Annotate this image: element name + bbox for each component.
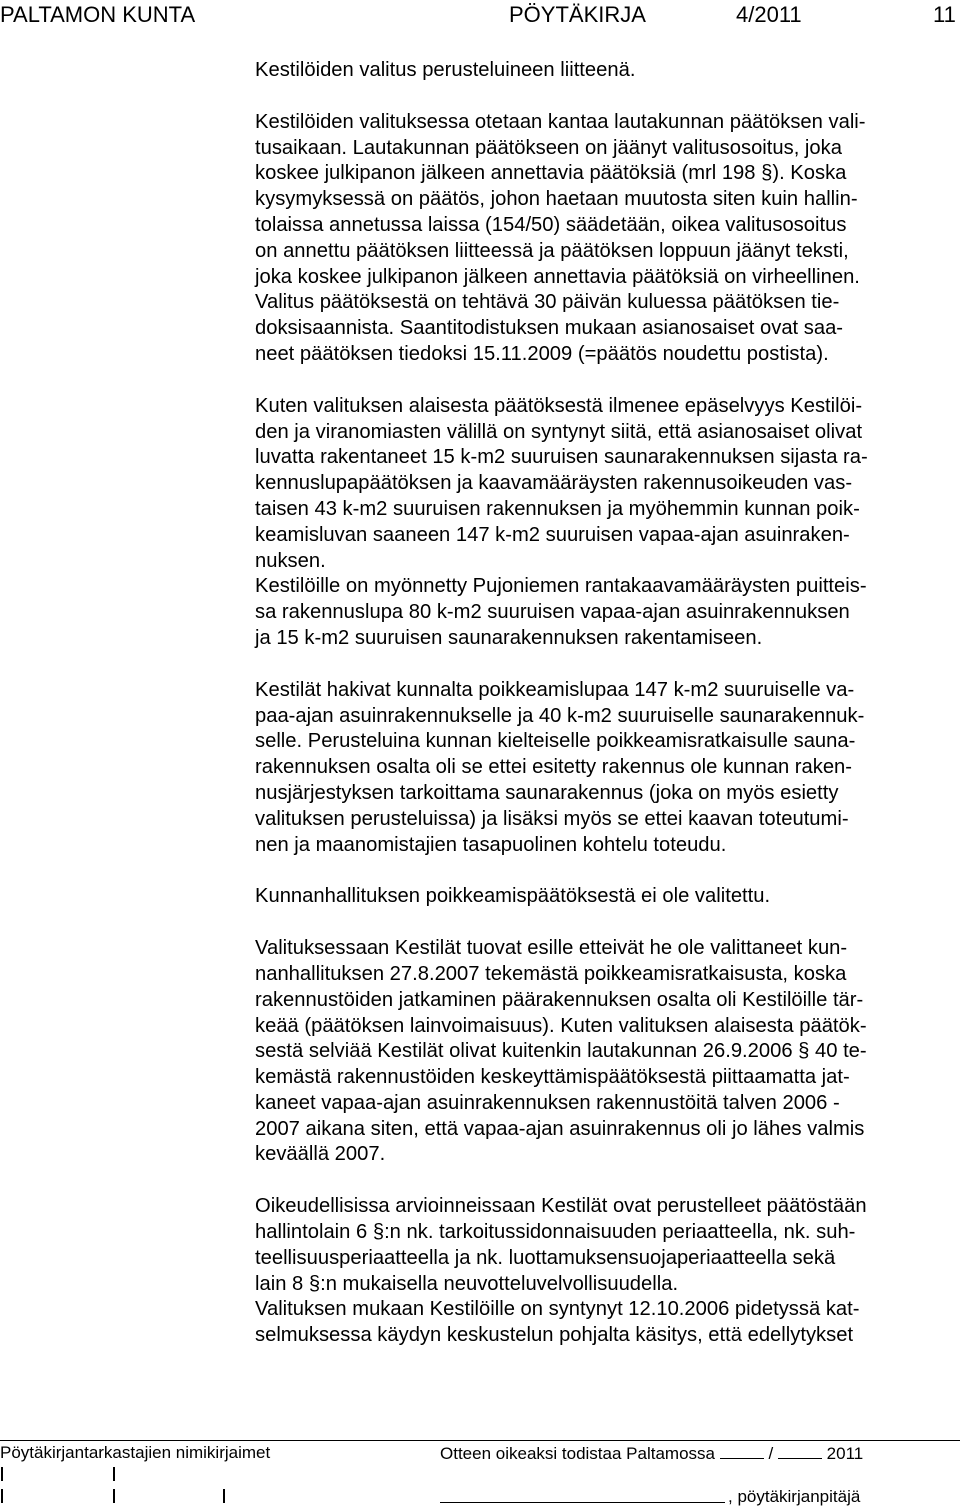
body-line: neet päätöksen tiedoksi 15.11.2009 (=päätös noudettu postista).: [255, 342, 829, 365]
body-line: selmuksessa käydyn keskustelun pohjalta käsitys, että edellytykset: [255, 1324, 854, 1347]
initials-divider: [223, 1489, 225, 1503]
body-line: doksisaannista. Saantitodistuksen mukaan asianosaiset ovat saa-: [255, 317, 844, 340]
body-line: paa-ajan asuinrakennukselle ja 40 k-m2 suuruiselle saunarakennuk-: [255, 704, 865, 727]
body-line: nen ja maanomistajien tasapuolinen kohtelu toteudu.: [255, 833, 727, 856]
body-line: koskee julkipanon jälkeen annettavia päätöksiä (mrl 198 §). Koska: [255, 162, 847, 185]
body-line: rakennustöiden jatkaminen päärakennuksen osalta oli Kestilöille tär-: [255, 988, 864, 1011]
paragraph-gap: [255, 84, 955, 110]
paragraph-gap: [255, 652, 955, 678]
body-line: Kestilät hakivat kunnalta poikkeamislupaa 147 k-m2 suuruiselle va-: [255, 678, 855, 701]
body-line: Oikeudellisissa arvioinneissaan Kestilät ovat perustelleet päätöstään: [255, 1195, 867, 1218]
year: 2011: [826, 1444, 864, 1463]
body-line: Kunnanhallituksen poikkeamispäätöksestä ei ole valitettu.: [255, 885, 771, 908]
body-line: selle. Perusteluina kunnan kielteiselle poikkeamisratkaisulle sauna-: [255, 730, 856, 753]
body-line: Kestilöiden valitus perusteluineen liitteenä.: [255, 59, 636, 81]
initials-divider: [113, 1489, 115, 1503]
body-line: 2007 aikana siten, että vapaa-ajan asuinrakennus oli jo lähes valmis: [255, 1117, 865, 1140]
body-line: rakennuksen osalta oli se ettei esitetty rakennus ole kunnan raken-: [255, 756, 853, 779]
paragraph-gap: [255, 910, 955, 936]
body-line: Kuten valituksen alaisesta päätöksestä ilmenee epäselvyys Kestilöi-: [255, 394, 863, 417]
body-line: Valituksessaan Kestilät tuovat esille etteivät he ole valittaneet kun-: [255, 937, 848, 960]
body-line: nusjärjestyksen tarkoittama saunarakennus (joka on myös esietty: [255, 781, 839, 804]
body-line: sa rakennuslupa 80 k-m2 suuruisen vapaa-ajan asuinrakennuksen: [255, 601, 850, 624]
body-line: keää (päätöksen lainvoimaisuus). Kuten valituksen alaisesta päätök-: [255, 1014, 867, 1037]
page-number: 11: [933, 2, 956, 27]
body-line: Kestilöille on myönnetty Pujoniemen rantakaavamääräysten puitteis-: [255, 575, 867, 598]
body-line: tolaissa annetussa laissa (154/50) säädetään, oikea valitusosoitus: [255, 213, 847, 236]
body-line: nuksen.: [255, 549, 326, 572]
body-line: Valitus päätöksestä on tehtävä 30 päivän kuluessa päätöksen tie-: [255, 291, 840, 314]
paragraph-gap: [255, 858, 955, 884]
body-line: sestä selviää Kestilät olivat kuitenkin lautakunnan 26.9.2006 § 40 te-: [255, 1040, 867, 1063]
body-line: keamisluvan saaneen 147 k-m2 suuruisen vapaa-ajan asuinraken-: [255, 523, 850, 546]
document-type: PÖYTÄKIRJA: [509, 2, 646, 27]
body-line: keväällä 2007.: [255, 1143, 386, 1166]
body-line: joka koskee julkipanon jälkeen annettavia päätöksiä on virheellinen.: [255, 265, 860, 288]
body-line: lain 8 §:n mukaisella neuvotteluvelvollisuudella.: [255, 1272, 679, 1295]
body-line: teellisuusperiaatteella ja nk. luottamuksensuojaperiaatteella sekä: [255, 1246, 836, 1269]
body-line: kysymyksessä on päätös, johon haetaan muutosta siten kuin hallin-: [255, 188, 858, 211]
certification-statement: [440, 1443, 863, 1464]
body-line: kennuslupapäätöksen ja kaavamääräysten rakennusoikeuden vas-: [255, 472, 853, 495]
initials-divider: [1, 1489, 3, 1503]
certify-label: Otteen oikeaksi todistaa Paltamossa: [440, 1444, 715, 1463]
organization-name: PALTAMON KUNTA: [0, 2, 196, 27]
minute-taker-label: , pöytäkirjanpitäjä: [728, 1487, 861, 1506]
page-header: [0, 0, 960, 30]
body-line: luvatta rakentaneet 15 k-m2 suuruisen saunarakennuksen sijasta ra-: [255, 446, 868, 469]
date-separator: /: [768, 1444, 774, 1463]
body-line: den ja viranomiasten välillä on syntynyt siitä, että asianosaiset olivat: [255, 420, 863, 443]
paragraph-gap: [255, 1168, 955, 1194]
body-line: tusaikaan. Lautakunnan päätökseen on jäänyt valitusosoitus, joka: [255, 136, 842, 159]
body-line: hallintolain 6 §:n nk. tarkoitussidonnaisuuden periaatteella, nk. suh-: [255, 1221, 856, 1244]
body-line: kaneet vapaa-ajan asuinrakennuksen rakennustöitä talven 2006 -: [255, 1091, 840, 1114]
body-line: taisen 43 k-m2 suuruisen rakennuksen ja myöhemmin kunnan poik-: [255, 497, 860, 520]
body-line: ja 15 k-m2 suuruisen saunarakennuksen rakentamiseen.: [255, 626, 763, 649]
day-blank: [720, 1443, 764, 1459]
signature-line: [440, 1502, 725, 1503]
initials-divider: [113, 1467, 115, 1481]
signers-initials-label: Pöytäkirjantarkastajien nimikirjaimet: [0, 1443, 271, 1462]
body-line: on annettu päätöksen liitteessä ja päätöksen loppuun jäänyt teksti,: [255, 239, 849, 262]
body-line: nanhallituksen 27.8.2007 tekemästä poikkeamisratkaisusta, koska: [255, 962, 847, 985]
document-number: 4/2011: [736, 2, 802, 27]
paragraph-gap: [255, 368, 955, 394]
initials-divider: [1, 1467, 3, 1481]
month-blank: [778, 1443, 822, 1459]
body-line: kemästä rakennustöiden keskeyttämispäätöksestä piittaamatta jat-: [255, 1066, 850, 1089]
footer-rule: [0, 1440, 960, 1441]
document-body: [255, 58, 955, 1349]
body-line: Kestilöiden valituksessa otetaan kantaa lautakunnan päätöksen vali-: [255, 110, 866, 133]
body-line: valituksen perusteluissa) ja lisäksi myös se ettei kaavan toteutumi-: [255, 807, 849, 830]
body-line: Valituksen mukaan Kestilöille on syntynyt 12.10.2006 pidetyssä kat-: [255, 1298, 860, 1321]
